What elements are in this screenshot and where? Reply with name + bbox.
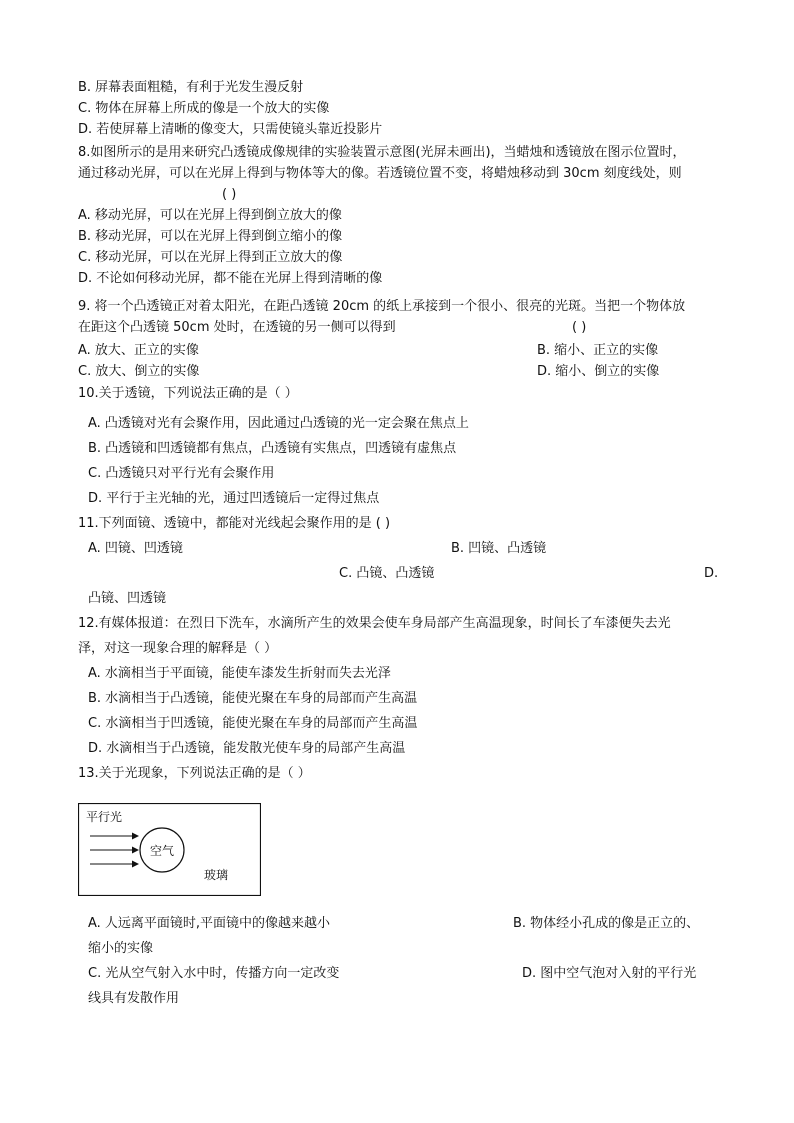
air-bubble-figure [78,803,261,896]
label-air: 空气 [149,844,175,858]
q13-option-d-line1: D. 图中空气泡对入射的平行光 [522,966,697,981]
q11-option-c: C. 凸镜、凸透镜 [339,566,435,581]
q7-option-b: B. 屏幕表面粗糙，有利于光发生漫反射 [78,80,304,95]
q13-option-c: C. 光从空气射入水中时，传播方向一定改变 [88,966,340,981]
q10-option-d: D. 平行于主光轴的光，通过凹透镜后一定得过焦点 [88,491,380,506]
q7-option-c: C. 物体在屏幕上所成的像是一个放大的实像 [78,101,330,116]
q8-option-c: C. 移动光屏，可以在光屏上得到正立放大的像 [78,250,343,265]
q12-option-d: D. 水滴相当于凸透镜，能发散光使车身的局部产生高温 [88,741,406,756]
q11-option-d-text: 凸镜、凹透镜 [88,591,167,606]
label-glass: 玻璃 [204,868,229,882]
q7-option-d: D. 若使屏幕上清晰的像变大，只需使镜头靠近投影片 [78,122,383,137]
q8-option-a: A. 移动光屏，可以在光屏上得到倒立放大的像 [78,208,342,223]
label-parallel-light: 平行光 [86,810,123,824]
q12-option-a: A. 水滴相当于平面镜，能使车漆发生折射而失去光泽 [88,666,391,681]
q11-option-a: A. 凹镜、凹透镜 [88,541,183,556]
q10-stem: 10.关于透镜，下列说法正确的是（ ） [78,386,298,401]
q12-option-c: C. 水滴相当于凹透镜，能使光聚在车身的局部而产生高温 [88,716,418,731]
q11-option-d-letter: D. [704,566,719,581]
q13-option-d-line2: 线具有发散作用 [88,991,180,1006]
q8-stem-line1: 8.如图所示的是用来研究凸透镜成像规律的实验装置示意图(光屏未画出)，当蜡烛和透镜放在图示位置时， [78,145,686,160]
q10-option-a: A. 凸透镜对光有会聚作用，因此通过凸透镜的光一定会聚在焦点上 [88,416,469,431]
q12-option-b: B. 水滴相当于凸透镜，能使光聚在车身的局部而产生高温 [88,691,418,706]
q12-stem-line1: 12.有媒体报道：在烈日下洗车，水滴所产生的效果会使车身局部产生高温现象，时间长了车漆便失去光 [78,616,671,631]
q12-stem-line2: 泽，对这一现象合理的解释是（ ） [78,641,278,656]
q9-option-a: A. 放大、正立的实像 [78,343,199,358]
q8-option-b: B. 移动光屏，可以在光屏上得到倒立缩小的像 [78,229,343,244]
q13-option-a: A. 人远离平面镜时,平面镜中的像越来越小 [88,916,331,931]
q9-option-d: D. 缩小、倒立的实像 [537,364,660,379]
q13-stem: 13.关于光现象，下列说法正确的是（ ） [78,766,311,781]
q9-stem-line2: 在距这个凸透镜 50cm 处时，在透镜的另一侧可以得到 [78,320,396,335]
q10-option-c: C. 凸透镜只对平行光有会聚作用 [88,466,275,481]
q13-option-b-line2: 缩小的实像 [88,941,154,956]
q9-option-b: B. 缩小、正立的实像 [537,343,659,358]
q8-answer-paren: ( ) [222,187,237,202]
q13-option-b-line1: B. 物体经小孔成的像是正立的、 [513,916,700,931]
q10-option-b: B. 凸透镜和凹透镜都有焦点，凸透镜有实焦点，凹透镜有虚焦点 [88,441,457,456]
q8-stem-line2: 通过移动光屏，可以在光屏上得到与物体等大的像。若透镜位置不变，将蜡烛移动到 30cm 刻度线处，则 [78,166,682,181]
q8-option-d: D. 不论如何移动光屏，都不能在光屏上得到清晰的像 [78,271,383,286]
q9-option-c: C. 放大、倒立的实像 [78,364,200,379]
q11-option-b: B. 凹镜、凸透镜 [451,541,547,556]
q9-answer-paren: ( ) [572,320,587,335]
q9-stem-line1: 9. 将一个凸透镜正对着太阳光，在距凸透镜 20cm 的纸上承接到一个很小、很亮的光斑。当把一个物体放 [78,299,686,314]
q11-stem: 11.下列面镜、透镜中，都能对光线起会聚作用的是 ( ) [78,516,391,531]
